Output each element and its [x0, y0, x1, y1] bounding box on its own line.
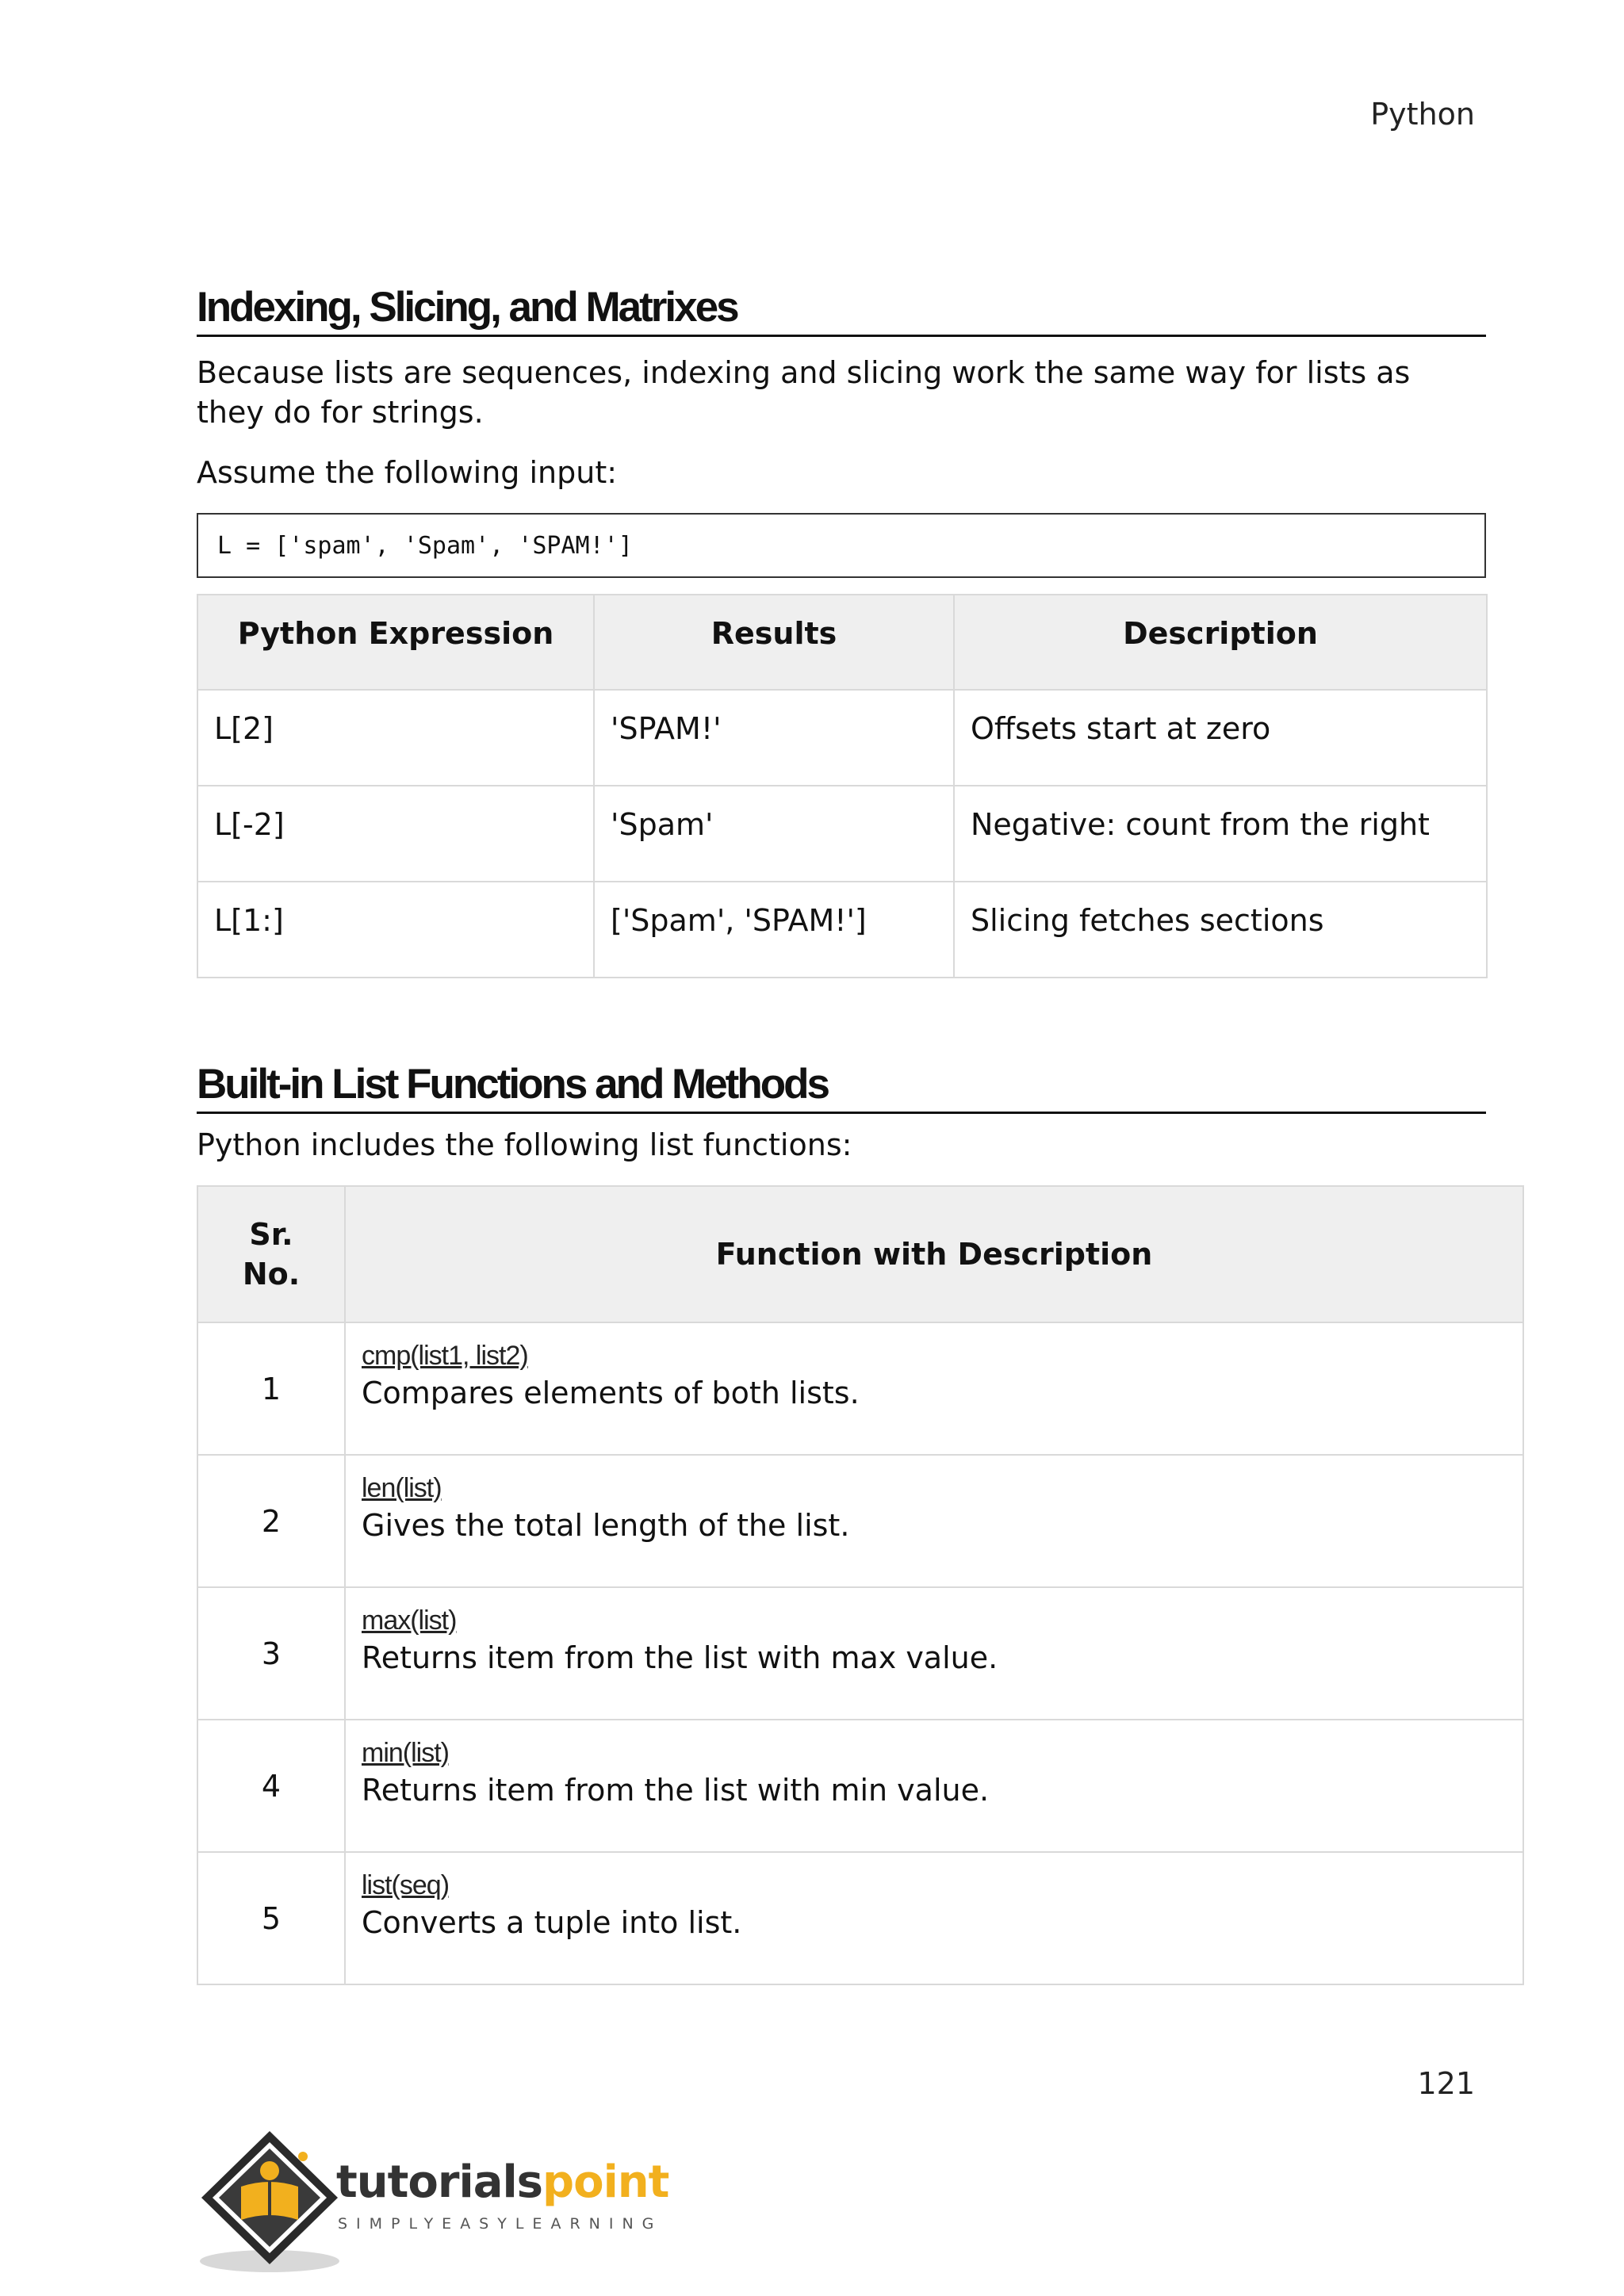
- table-row: [197, 882, 1487, 978]
- function-link[interactable]: list(seq): [362, 1870, 450, 1900]
- section-heading: Built-in List Functions and Methods: [197, 1061, 1486, 1114]
- cell-description: Negative: count from the right: [954, 786, 1487, 882]
- page-number: 121: [1417, 2066, 1475, 2101]
- cell-result: 'Spam': [594, 786, 954, 882]
- tutorialspoint-logo: [197, 2125, 704, 2275]
- function-description: Compares elements of both lists.: [362, 1376, 860, 1410]
- table-row: [197, 786, 1487, 882]
- logo-wordmark: tutorialspoint: [336, 2156, 669, 2208]
- cell-number: 5: [197, 1852, 345, 1984]
- cell-number: 3: [197, 1587, 345, 1720]
- code-block: [197, 513, 1486, 578]
- cell-number: 2: [197, 1455, 345, 1587]
- running-title: Python: [1370, 97, 1475, 132]
- header-sr-no: Sr. No.: [197, 1186, 345, 1322]
- function-link[interactable]: max(list): [362, 1605, 457, 1636]
- table-row: [197, 1852, 1523, 1984]
- table-row: [197, 1587, 1523, 1720]
- cell-description: Offsets start at zero: [954, 690, 1487, 786]
- cell-number: 4: [197, 1720, 345, 1852]
- expression-table: [197, 594, 1488, 978]
- cell-function: [345, 1720, 1523, 1852]
- header-expression: Python Expression: [197, 595, 594, 690]
- logo-emblem-icon: [197, 2125, 355, 2275]
- function-link[interactable]: cmp(list1, list2): [362, 1341, 528, 1371]
- logo-tagline: SIMPLYEASYLEARNING: [338, 2215, 663, 2233]
- table-header-row: [197, 595, 1487, 690]
- code-text: L = ['spam', 'Spam', 'SPAM!']: [217, 531, 633, 560]
- function-link[interactable]: min(list): [362, 1738, 449, 1768]
- cell-expression: L[-2]: [197, 786, 594, 882]
- header-function: Function with Description: [345, 1186, 1523, 1322]
- intro-paragraph: Because lists are sequences, indexing and slicing work the same way for lists as they do for strings.: [197, 355, 1411, 430]
- cell-function: [345, 1852, 1523, 1984]
- function-description: Converts a tuple into list.: [362, 1905, 742, 1940]
- table-header-row: [197, 1186, 1523, 1322]
- cell-expression: L[1:]: [197, 882, 594, 978]
- intro-paragraph: Python includes the following list functions:: [197, 1127, 852, 1162]
- function-link[interactable]: len(list): [362, 1473, 442, 1503]
- functions-table: [197, 1185, 1524, 1985]
- section-builtin-functions: [197, 1061, 1486, 1985]
- table-row: [197, 1720, 1523, 1852]
- table-row: [197, 690, 1487, 786]
- cell-result: ['Spam', 'SPAM!']: [594, 882, 954, 978]
- cell-expression: L[2]: [197, 690, 594, 786]
- cell-function: [345, 1455, 1523, 1587]
- function-description: Returns item from the list with min value.: [362, 1773, 990, 1808]
- function-description: Gives the total length of the list.: [362, 1508, 850, 1543]
- function-description: Returns item from the list with max value.: [362, 1640, 998, 1675]
- assume-paragraph: Assume the following input:: [197, 455, 618, 490]
- section-heading: Indexing, Slicing, and Matrixes: [197, 284, 1486, 337]
- cell-result: 'SPAM!': [594, 690, 954, 786]
- cell-description: Slicing fetches sections: [954, 882, 1487, 978]
- cell-function: [345, 1322, 1523, 1455]
- cell-function: [345, 1587, 1523, 1720]
- table-row: [197, 1322, 1523, 1455]
- header-description: Description: [954, 595, 1487, 690]
- table-row: [197, 1455, 1523, 1587]
- cell-number: 1: [197, 1322, 345, 1455]
- header-results: Results: [594, 595, 954, 690]
- section-indexing: [197, 284, 1486, 978]
